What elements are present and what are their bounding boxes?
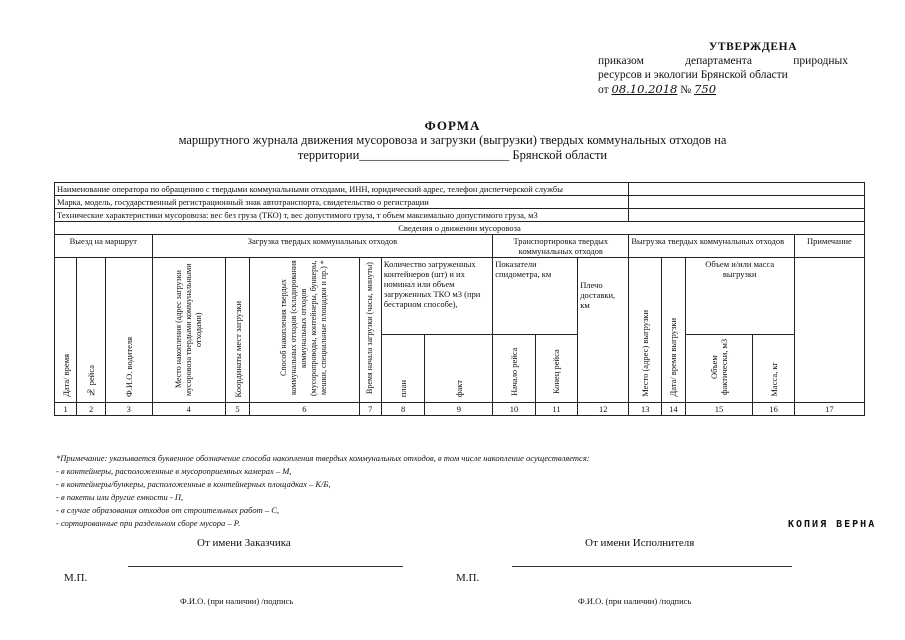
- col-number: 3: [105, 403, 152, 416]
- group-transport: Транспортировка твердых коммунальных отходов: [493, 235, 629, 258]
- col-loading-start-time: Время начала загрузки (часы, минуты): [365, 262, 375, 394]
- col-note-empty: [794, 258, 864, 403]
- group-unloading: Выгрузка твердых коммунальных отходов: [629, 235, 795, 258]
- form-subtitle: [60, 133, 845, 163]
- col-mass: Масса, кг: [768, 362, 779, 397]
- col-unloading-time: Дата/ время выгрузки: [668, 318, 679, 397]
- note-line: - в пакеты или другие емкости - П,: [56, 492, 184, 502]
- col-number: 15: [685, 403, 753, 416]
- approval-word-2: департамента: [685, 55, 753, 67]
- stamp-place-1: М.П.: [64, 572, 88, 584]
- col-trip-number: № рейса: [86, 364, 97, 397]
- group-departure: Выезд на маршрут: [55, 235, 153, 258]
- info-vehicle: Марка, модель, государственный регистрационный знак автотранспорта, свидетельство о регистрации: [55, 196, 629, 209]
- col-number: 10: [493, 403, 535, 416]
- col-number: 7: [359, 403, 381, 416]
- col-trip-start: Начало рейса: [509, 347, 519, 397]
- customer-fio-caption: Ф.И.О. (при наличии) /подпись: [180, 596, 294, 606]
- approval-order-line: [598, 54, 848, 68]
- col-number: 9: [425, 403, 493, 416]
- col-number: 12: [578, 403, 629, 416]
- col-fact: факт: [453, 379, 464, 397]
- col-unloading-place: Место (адрес) выгрузки: [640, 310, 651, 397]
- approval-number: 750: [694, 82, 717, 96]
- col-accumulation-place: Место накопления (адрес загрузки мусоровоза твердыми коммунальными отходами): [173, 263, 203, 396]
- form-subtitle-line-1: маршрутного журнала движения мусоровоза и загрузки (выгрузки) твердых коммунальных отходов на: [178, 133, 727, 147]
- executor-signature-line: [512, 566, 792, 567]
- approval-from: от: [598, 84, 609, 96]
- approval-department: ресурсов и экологии Брянской области: [598, 69, 788, 81]
- col-trip-end: Конец рейса: [551, 349, 562, 395]
- movement-header: Сведения о движении мусоровоза: [55, 222, 865, 235]
- group-note: Примечание: [794, 235, 864, 258]
- info-tech-value: [629, 209, 865, 222]
- form-title: ФОРМА: [424, 118, 481, 133]
- col-delivery-distance: Плечо доставки, км: [578, 258, 629, 403]
- col-count-group: Количество загруженных контейнеров (шт) и их номинал или объем загруженных ТКО м3 (при бестарном способе),: [381, 258, 492, 335]
- note-line: - в контейнеры, расположенные в мусороприемных камерах – М,: [56, 466, 292, 476]
- col-number: 5: [225, 403, 249, 416]
- note-line: - сортированные при раздельном сборе мусора – Р.: [56, 518, 241, 528]
- col-number: 4: [152, 403, 225, 416]
- info-operator: Наименование оператора по обращению с твердыми коммунальными отходами, ИНН, юридический адрес, телефон диспетчерской службы: [55, 183, 629, 196]
- approval-date-line: [598, 82, 848, 97]
- notes-block: [56, 452, 856, 530]
- info-vehicle-value: [629, 196, 865, 209]
- column-numbers-row: [55, 403, 865, 416]
- col-number: 11: [535, 403, 577, 416]
- group-header-row: [55, 235, 865, 258]
- approval-word-3: природных: [793, 55, 848, 67]
- executor-label: От имени Исполнителя: [585, 537, 695, 549]
- note-line: *Примечание: указывается буквенное обозначение способа накопления твердых коммунальных отходов, в том числе накопление осуществляется:: [56, 453, 590, 463]
- col-number: 13: [629, 403, 662, 416]
- col-number: 1: [55, 403, 77, 416]
- info-row-tech: [55, 209, 865, 222]
- stamp-place-2: М.П.: [456, 572, 480, 584]
- col-number: 6: [250, 403, 359, 416]
- group-loading: Загрузка твердых коммунальных отходов: [152, 235, 493, 258]
- column-header-row-1: [55, 258, 865, 335]
- note-line: - в случае образования отходов от строительных работ – С,: [56, 505, 280, 515]
- movement-row: [55, 222, 865, 235]
- executor-fio-caption: Ф.И.О. (при наличии) /подпись: [578, 596, 692, 606]
- approval-block: [598, 40, 848, 97]
- form-subtitle-line-2: территории________________________ Брянской области: [297, 148, 608, 162]
- col-number: 2: [77, 403, 106, 416]
- col-driver-name: Ф.И.О. водителя: [123, 337, 134, 397]
- col-plan: план: [398, 379, 409, 397]
- route-journal-table: [54, 182, 865, 416]
- approval-word-1: приказом: [598, 55, 644, 67]
- info-operator-value: [629, 183, 865, 196]
- approval-date: 08.10.2018: [611, 82, 678, 96]
- col-date-time: Дата/ время: [60, 354, 71, 397]
- copy-stamp: КОПИЯ ВЕРНА: [788, 519, 877, 530]
- info-row-vehicle: [55, 196, 865, 209]
- info-tech: Технические характеристики мусоровоза: вес без груза (ТКО) т, вес допустимого груза, т объем максимально допустимого груза, м3: [55, 209, 629, 222]
- col-actual-volume: Объем фактически, м3: [709, 338, 729, 396]
- col-number: 8: [381, 403, 425, 416]
- approval-title: УТВЕРЖДЕНА: [708, 41, 798, 53]
- col-number: 14: [662, 403, 685, 416]
- approval-number-label: №: [680, 84, 692, 96]
- customer-signature-line: [128, 566, 403, 567]
- customer-label: От имени Заказчика: [197, 537, 291, 549]
- col-speedometer-group: Показатели спидометра, км: [493, 258, 578, 335]
- col-coordinates: Координаты мест загрузки: [232, 300, 243, 397]
- col-volume-group: Объем и/или масса выгрузки: [685, 258, 794, 335]
- info-row-operator: [55, 183, 865, 196]
- col-number: 17: [794, 403, 864, 416]
- col-number: 16: [753, 403, 794, 416]
- note-line: - в контейнеры/бункеры, расположенные в контейнерных площадках – К/Б,: [56, 479, 331, 489]
- col-accumulation-method: Способ накопления твердых коммунальных отходов (складирования коммунальных отходов (мусоропроводы, контейнеры, бункеры, мешки, специальные площадки и пр.) *: [279, 260, 329, 396]
